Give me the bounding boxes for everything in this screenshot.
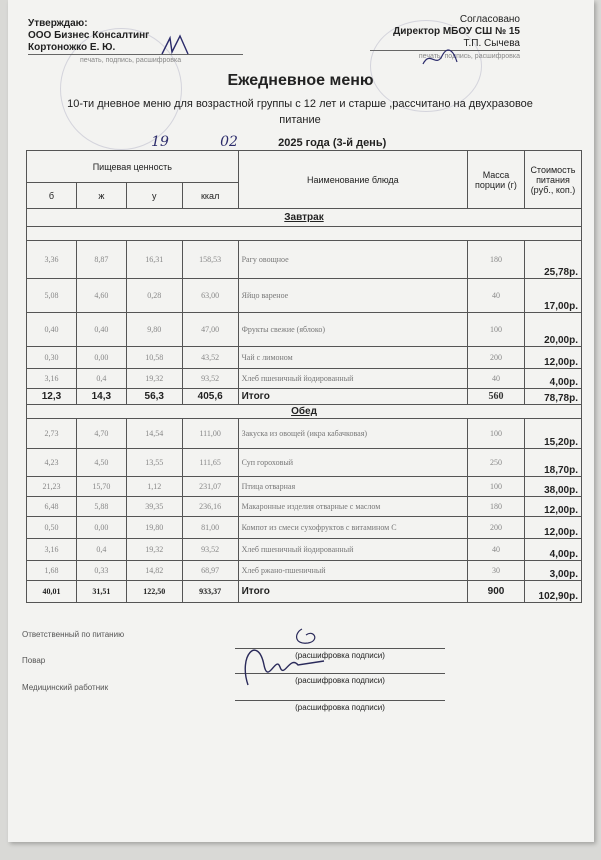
header-mass: Масса порции (г) xyxy=(468,151,525,209)
approve-person: Кортоножко Е. Ю. xyxy=(28,42,243,55)
cell-dish-name: Хлеб пшеничный йодированный xyxy=(238,369,467,389)
total-cost: 102,90р. xyxy=(524,581,581,603)
responsible-label: Ответственный по питанию xyxy=(22,630,125,639)
cell-kcal: 63,00 xyxy=(182,279,238,313)
agree-title: Согласовано xyxy=(459,14,520,25)
table-row xyxy=(27,477,582,497)
cell-u: 14,82 xyxy=(126,561,182,581)
cell-cost: 12,00р. xyxy=(524,517,581,539)
agree-person: Т.П. Сычева xyxy=(370,38,520,51)
total-zh: 31,51 xyxy=(76,581,126,603)
total-cost: 78,78р. xyxy=(524,389,581,405)
total-zh: 14,3 xyxy=(76,389,126,405)
cell-zh: 4,60 xyxy=(76,279,126,313)
cell-kcal: 236,16 xyxy=(182,497,238,517)
header-kcal: ккал xyxy=(182,183,238,209)
cell-cost: 15,20р. xyxy=(524,419,581,449)
agree-caption: печать, подпись, расшифровка xyxy=(418,53,520,60)
header-b: б xyxy=(27,183,77,209)
header-cost: Стоимость питания (руб., коп.) xyxy=(524,151,581,209)
breakfast-total-row xyxy=(27,389,582,405)
cell-kcal: 231,07 xyxy=(182,477,238,497)
approve-signature-icon xyxy=(158,32,194,58)
cell-b: 0,50 xyxy=(27,517,77,539)
cell-dish-name: Макаронные изделия отварные с маслом xyxy=(238,497,467,517)
total-mass: 560 xyxy=(468,389,525,405)
table-row xyxy=(27,539,582,561)
cell-dish-name: Компот из смеси сухофруктов с витамином С xyxy=(238,517,467,539)
total-mass: 900 xyxy=(468,581,525,603)
cell-dish-name: Рагу овощное xyxy=(238,241,467,279)
cell-b: 21,23 xyxy=(27,477,77,497)
cell-dish-name: Суп гороховый xyxy=(238,449,467,477)
date-month: 02 xyxy=(189,134,269,151)
cell-b: 3,36 xyxy=(27,241,77,279)
lunch-rows xyxy=(27,419,582,581)
cell-b: 2,73 xyxy=(27,419,77,449)
medic-line xyxy=(235,700,445,701)
lunch-total-row xyxy=(27,581,582,603)
page-title: Ежедневное меню xyxy=(227,72,374,89)
header-nutrition: Пищевая ценность xyxy=(27,151,239,183)
cell-kcal: 81,00 xyxy=(182,517,238,539)
table-row xyxy=(27,369,582,389)
cell-zh: 5,88 xyxy=(76,497,126,517)
cell-dish-name: Птица отварная xyxy=(238,477,467,497)
cell-cost: 12,00р. xyxy=(524,497,581,517)
cell-cost: 4,00р. xyxy=(524,369,581,389)
cell-zh: 4,70 xyxy=(76,419,126,449)
table-row xyxy=(27,561,582,581)
agree-org: Директор МБОУ СШ № 15 xyxy=(393,26,520,37)
cell-u: 14,54 xyxy=(126,419,182,449)
agree-signature-icon xyxy=(420,48,460,70)
cell-u: 39,35 xyxy=(126,497,182,517)
cell-mass: 40 xyxy=(468,369,525,389)
header-u: у xyxy=(126,183,182,209)
medic-caption: (расшифровка подписи) xyxy=(295,703,385,712)
cell-u: 16,31 xyxy=(126,241,182,279)
cell-zh: 0,4 xyxy=(76,369,126,389)
menu-table xyxy=(26,150,582,603)
cell-b: 4,23 xyxy=(27,449,77,477)
total-b: 40,01 xyxy=(27,581,77,603)
approve-title: Утверждаю: xyxy=(28,18,88,29)
total-kcal: 405,6 xyxy=(182,389,238,405)
cell-cost: 25,78р. xyxy=(524,241,581,279)
cell-zh: 0,00 xyxy=(76,517,126,539)
approve-caption: печать, подпись, расшифровка xyxy=(80,57,182,64)
approve-block xyxy=(28,18,243,67)
cell-mass: 40 xyxy=(468,279,525,313)
cell-dish-name: Фрукты свежие (яблоко) xyxy=(238,313,467,347)
cell-mass: 100 xyxy=(468,477,525,497)
medic-label: Медицинский работник xyxy=(22,683,109,692)
table-row xyxy=(27,347,582,369)
breakfast-title: Завтрак xyxy=(27,209,582,227)
total-label: Итого xyxy=(238,389,467,405)
cell-mass: 200 xyxy=(468,517,525,539)
cell-b: 3,16 xyxy=(27,369,77,389)
cook-signature-icon xyxy=(228,625,338,695)
cell-kcal: 158,53 xyxy=(182,241,238,279)
cell-dish-name: Чай с лимоном xyxy=(238,347,467,369)
cell-b: 0,40 xyxy=(27,313,77,347)
cell-u: 19,32 xyxy=(126,369,182,389)
cell-kcal: 68,97 xyxy=(182,561,238,581)
approve-org: ООО Бизнес Консалтинг xyxy=(28,30,150,41)
cell-cost: 3,00р. xyxy=(524,561,581,581)
table-row xyxy=(27,497,582,517)
cell-mass: 250 xyxy=(468,449,525,477)
cell-u: 19,80 xyxy=(126,517,182,539)
table-row xyxy=(27,419,582,449)
cell-cost: 12,00р. xyxy=(524,347,581,369)
total-b: 12,3 xyxy=(27,389,77,405)
cell-mass: 180 xyxy=(468,497,525,517)
cell-kcal: 111,00 xyxy=(182,419,238,449)
total-u: 56,3 xyxy=(126,389,182,405)
cell-cost: 4,00р. xyxy=(524,539,581,561)
cell-dish-name: Закуска из овощей (икра кабачковая) xyxy=(238,419,467,449)
table-row xyxy=(27,313,582,347)
cell-u: 9,80 xyxy=(126,313,182,347)
cell-mass: 100 xyxy=(468,313,525,347)
cell-kcal: 47,00 xyxy=(182,313,238,347)
cell-dish-name: Хлеб пшеничный йодированный xyxy=(238,539,467,561)
lunch-title: Обед xyxy=(27,405,582,419)
table-row xyxy=(27,449,582,477)
breakfast-rows xyxy=(27,241,582,389)
table-row xyxy=(27,241,582,279)
cell-u: 10,58 xyxy=(126,347,182,369)
cell-kcal: 93,52 xyxy=(182,369,238,389)
header-name: Наименование блюда xyxy=(238,151,467,209)
table-row xyxy=(27,279,582,313)
cell-u: 13,55 xyxy=(126,449,182,477)
cell-mass: 30 xyxy=(468,561,525,581)
cell-kcal: 111,65 xyxy=(182,449,238,477)
cell-mass: 100 xyxy=(468,419,525,449)
cell-cost: 18,70р. xyxy=(524,449,581,477)
cook-caption: (расшифровка подписи) xyxy=(295,676,385,685)
cell-b: 0,30 xyxy=(27,347,77,369)
menu-date xyxy=(140,134,440,151)
responsible-caption: (расшифровка подписи) xyxy=(295,651,385,660)
cell-dish-name: Хлеб ржано-пшеничный xyxy=(238,561,467,581)
cell-zh: 8,87 xyxy=(76,241,126,279)
cell-u: 19,32 xyxy=(126,539,182,561)
cell-zh: 0,00 xyxy=(76,347,126,369)
cell-cost: 20,00р. xyxy=(524,313,581,347)
cell-b: 5,08 xyxy=(27,279,77,313)
cell-zh: 4,50 xyxy=(76,449,126,477)
cell-mass: 180 xyxy=(468,241,525,279)
table-row xyxy=(27,517,582,539)
total-u: 122,50 xyxy=(126,581,182,603)
cell-zh: 0,33 xyxy=(76,561,126,581)
cell-b: 6,48 xyxy=(27,497,77,517)
cell-mass: 200 xyxy=(468,347,525,369)
cell-b: 3,16 xyxy=(27,539,77,561)
page-subtitle: 10-ти дневное меню для возрастной группы с 12 лет и старше ,рассчитано на двухразовое питание xyxy=(67,98,533,126)
total-label: Итого xyxy=(238,581,467,603)
cell-kcal: 93,52 xyxy=(182,539,238,561)
total-kcal: 933,37 xyxy=(182,581,238,603)
cell-zh: 0,40 xyxy=(76,313,126,347)
cell-zh: 0,4 xyxy=(76,539,126,561)
cell-mass: 40 xyxy=(468,539,525,561)
cell-u: 0,28 xyxy=(126,279,182,313)
cell-b: 1,68 xyxy=(27,561,77,581)
cell-kcal: 43,52 xyxy=(182,347,238,369)
cell-u: 1,12 xyxy=(126,477,182,497)
cell-zh: 15,70 xyxy=(76,477,126,497)
date-day: 19 xyxy=(140,134,180,151)
spacer-row xyxy=(27,227,582,241)
cell-cost: 38,00р. xyxy=(524,477,581,497)
cell-dish-name: Яйцо вареное xyxy=(238,279,467,313)
cell-cost: 17,00р. xyxy=(524,279,581,313)
date-suffix: 2025 года (3-й день) xyxy=(278,137,387,149)
header-zh: ж xyxy=(76,183,126,209)
cook-label: Повар xyxy=(22,656,46,665)
